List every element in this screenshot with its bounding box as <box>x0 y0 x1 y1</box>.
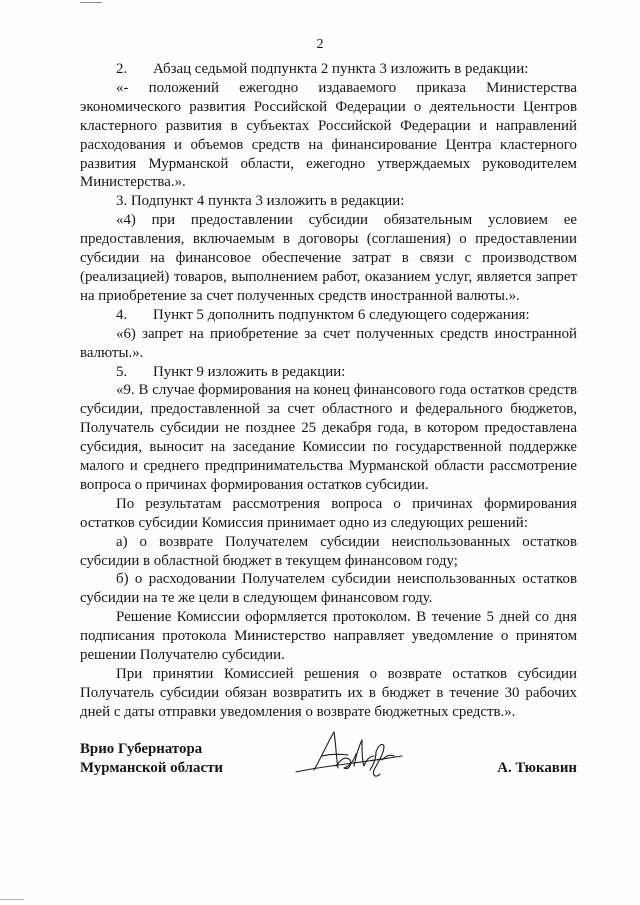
paragraph-return-funds: При принятии Комиссией решения о возврате остатков субсидии Получатель субсидии обязан возвратить их в бюджет в течение 30 рабочих дней с даты отправки уведомления о возврате бюджетных средств.». <box>80 666 577 720</box>
signatory-name: А. Тюкавин <box>497 760 577 776</box>
signature-block <box>80 740 577 810</box>
paragraph-protocol: Решение Комиссии оформляется протоколом. В течение 5 дней со дня подписания протокола Министерство направляет уведомление о принятом решении Получателю субсидии. <box>80 609 577 664</box>
paragraph-quote-ministry: «- положений ежегодно издаваемого приказа Министерства экономического развития Российской Федерации о деятельности Центров кластерного развития в субъектах Российской Федерации и направлений расходования и объемов средств на финансирование Центра кластерного развития Мурманской области, ежегодно утверждаемых руководителем Министерства.». <box>80 79 577 191</box>
item-number: 4. <box>116 306 128 323</box>
signatory-title-line-2: Мурманской области <box>80 760 223 777</box>
paragraph-quote-point-9: «9. В случае формирования на конец финансового года остатков средств субсидии, предоставленной за счет областного и федерального бюджетов, Получатель субсидии не позднее 25 декабря года, в котором предоставлена субсидия, выносит на заседание Комиссии по государственной поддержке малого и среднего предпринимательства Мурманской области рассмотрение вопроса о причинах формирования остатков субсидии. <box>80 382 577 493</box>
document-body <box>80 60 577 722</box>
paragraph-quote-subpoint-4: «4) при предоставлении субсидии обязательным условием ее предоставления, включаемым в договоры (соглашения) о предоставлении субсидии на финансовое обеспечение затрат в связи с производством (реализацией) товаров, выполнением работ, оказанием услуг, является запрет на приобретение за счет полученных средств иностранной валюты.». <box>80 212 577 304</box>
paragraph-option-a: а) о возврате Получателем субсидии неиспользованных остатков субсидии в областной бюджет в текущем финансовом году; <box>80 533 577 569</box>
paragraph-text: Пункт 5 дополнить подпунктом 6 следующего содержания: <box>153 306 530 323</box>
paragraph-item-4 <box>80 306 577 325</box>
paragraph-item-5 <box>80 363 577 382</box>
signatory-title-line-1: Врио Губернатора <box>80 741 203 757</box>
item-number: 2. <box>116 61 128 77</box>
item-number: 5. <box>116 363 128 380</box>
paragraph-quote-subpoint-6: «6) запрет на приобретение за счет полученных средств иностранной валюты.». <box>80 325 577 361</box>
paragraph-item-2 <box>80 60 577 79</box>
paragraph-text: Пункт 9 изложить в редакции: <box>153 363 346 380</box>
paragraph-item-3: 3. Подпункт 4 пункта 3 изложить в редакции: <box>116 193 405 210</box>
signatory-title <box>80 740 223 779</box>
paragraph-commission-decisions: По результатам рассмотрения вопроса о причинах формирования остатков субсидии Комиссия принимает одно из следующих решений: <box>80 495 577 531</box>
scan-edge-mark <box>80 2 102 3</box>
paragraph-option-b: б) о расходовании Получателем субсидии неиспользованных остатков субсидии на те же цели в следующем финансовом году. <box>80 571 577 607</box>
paragraph-text: Абзац седьмой подпункта 2 пункта 3 изложить в редакции: <box>153 61 529 77</box>
handwritten-signature <box>292 726 412 782</box>
scan-edge-mark <box>0 899 24 900</box>
page-number: 2 <box>316 37 324 52</box>
